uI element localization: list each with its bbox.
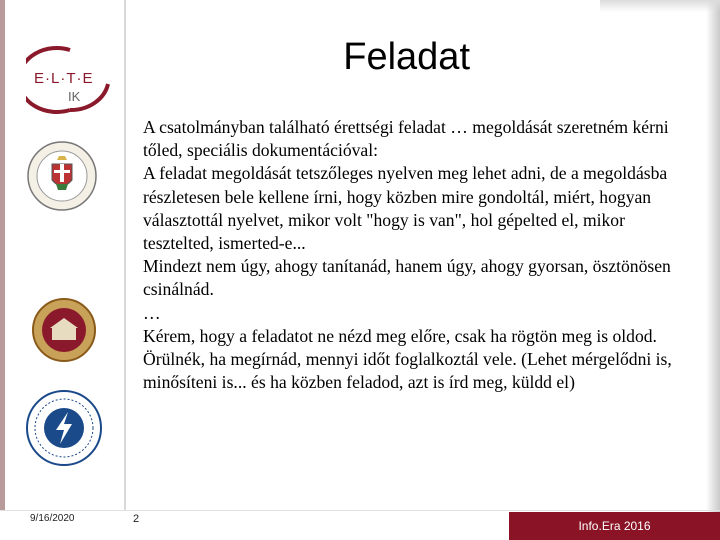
footer-divider [0,510,720,511]
body-paragraph: Mindezt nem úgy, ahogy tanítanád, hanem úgy, ahogy gyorsan, ösztönösen csinálnád. [143,256,671,300]
slide-title: Feladat [343,36,470,78]
page-number: 2 [133,513,140,525]
elte-ik-logo [26,44,114,114]
right-edge-shade [706,0,720,540]
footer-date: 9/16/2020 [30,513,75,524]
body-paragraph: … [143,302,161,323]
left-accent-bar [0,0,5,510]
top-right-shade [600,0,720,12]
electrical-engineering-seal-icon [26,390,102,466]
body-paragraph: Kérem, hogy a feladatot ne nézd meg előre, csak ha rögtön meg is oldod. Örülnék, ha megírnád, mennyi időt foglalkoztál vele. (Lehet mérgelődni is, minősíteni is... és ha közben feladod, azt is írd meg, küldd el) [143,325,672,393]
faculty-seal-icon [32,298,96,362]
footer-brand: Info.Era 2016 [509,512,720,540]
university-seal-icon [26,140,98,212]
logo-text: E·L·T·E [34,70,94,87]
slide-body [143,116,683,394]
logo-subtext: IK [68,89,81,104]
body-paragraph: A feladat megoldását tetszőleges nyelven meg lehet adni, de a megoldásba részletesen bele kellene írni, hogy közben mire gondoltál, miért, hogyan választottál nyelvet, mikor volt "hogy is van", hol gépelted el, mikor tesztelted, ismerted-e... [143,163,668,254]
body-paragraph: A csatolmányban található érettségi feladat … megoldását szeretném kérni tőled, speciális dokumentációval: [143,117,669,161]
